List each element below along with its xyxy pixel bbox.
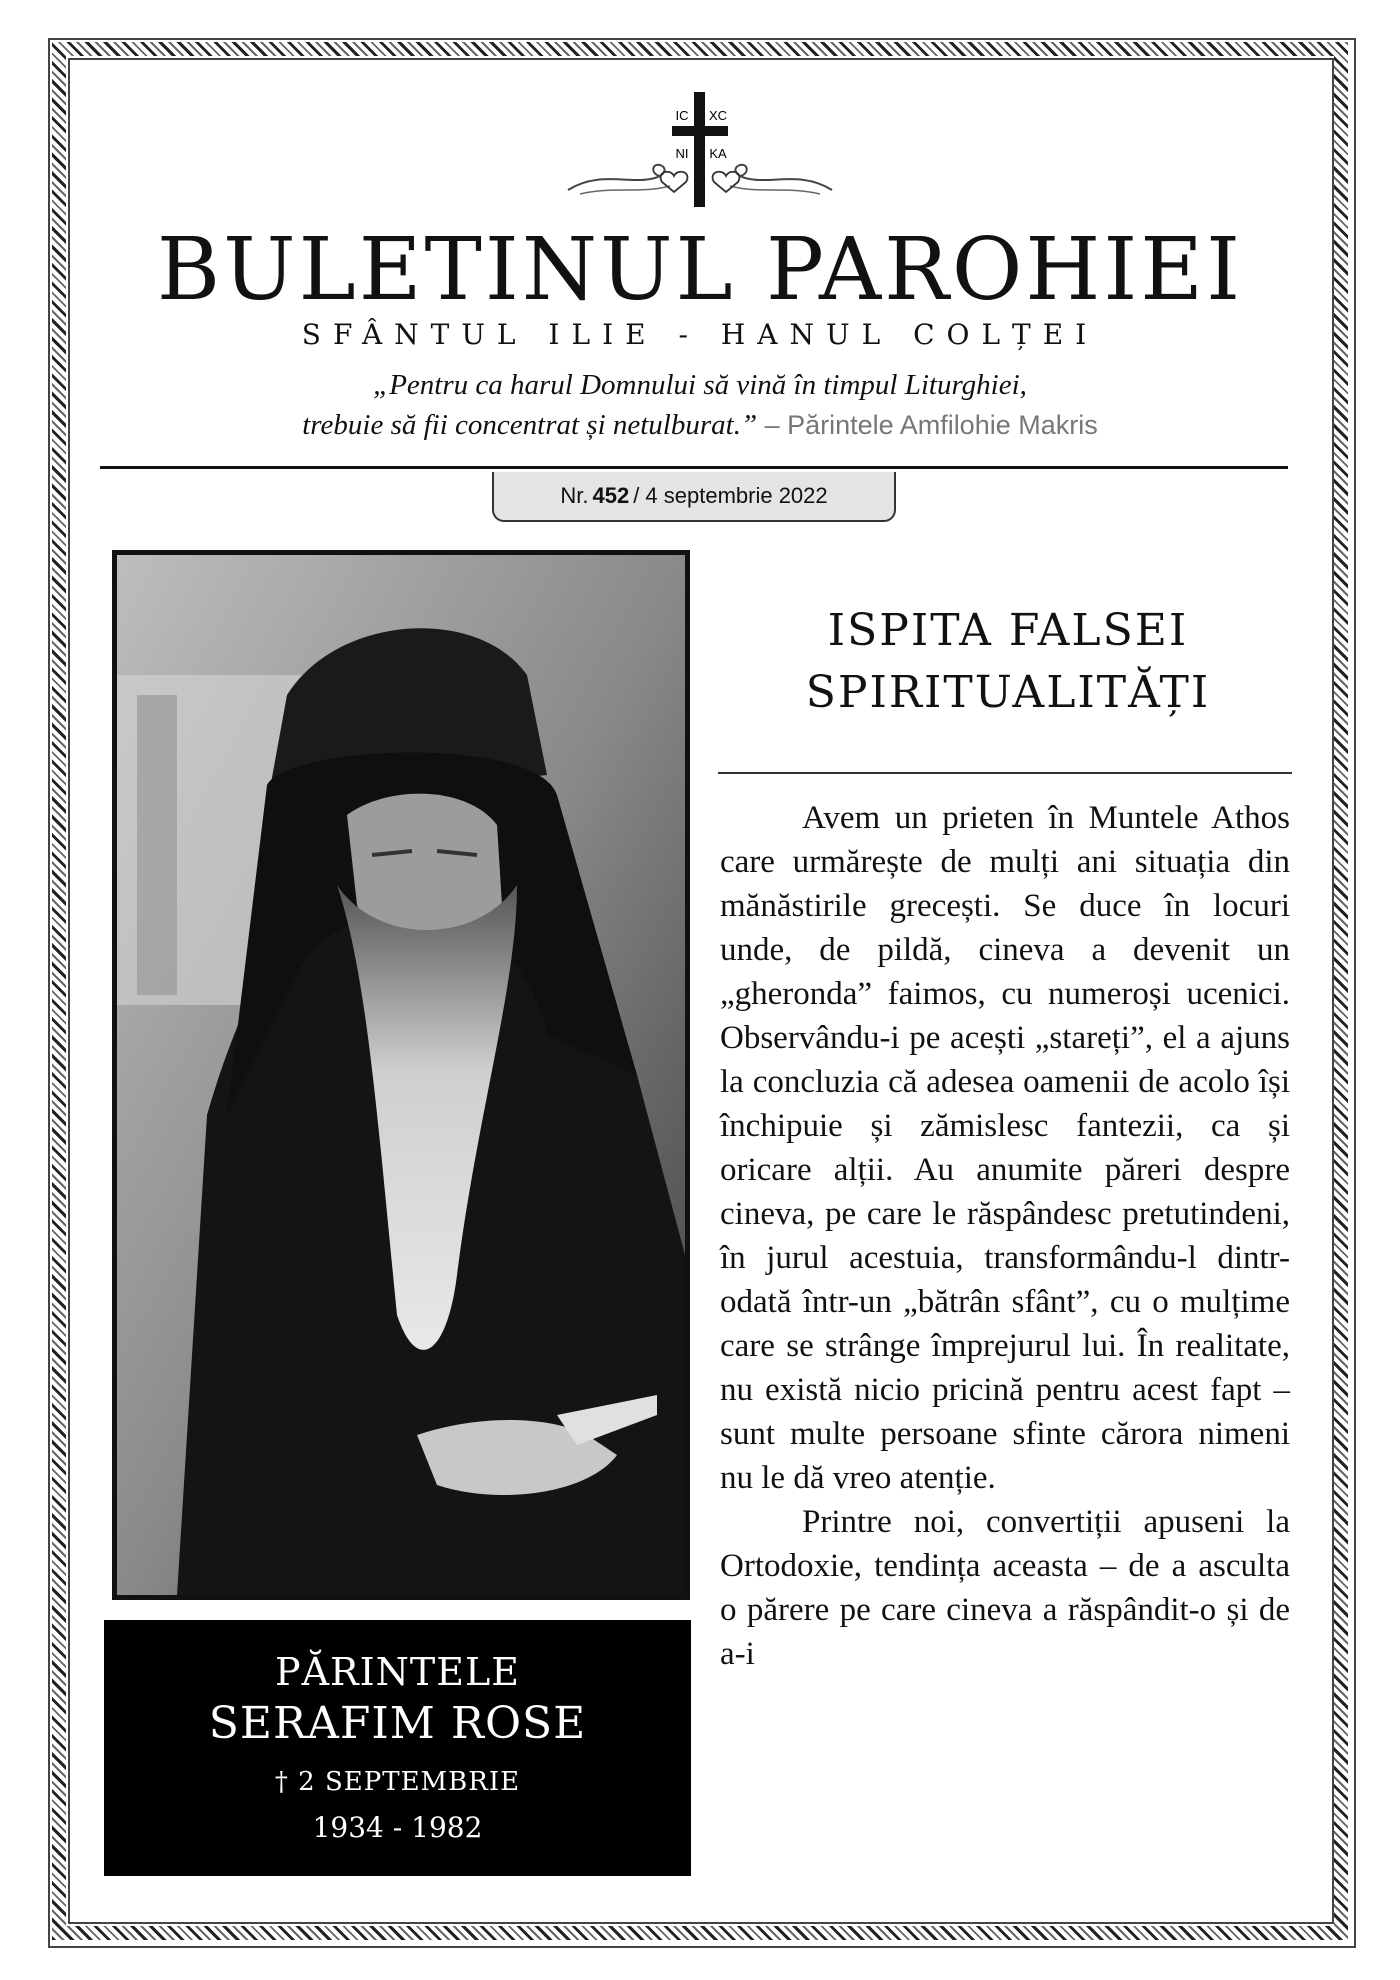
article-body [720, 796, 1290, 1676]
header-divider [100, 466, 1288, 469]
caption-title: PĂRINTELE [275, 1650, 520, 1694]
caption-name: SERAFIM ROSE [208, 1698, 587, 1749]
quote-author: – Părintele Amfilohie Makris [757, 410, 1098, 440]
cross-logo-icon [560, 90, 840, 220]
article-paragraph-1: Avem un prieten în Muntele Athos care urmărește de mulți ani situația din mănăstirile grecești. Se duce în locuri unde, de pildă, cineva a devenit un „gheronda” faimos, cu numeroși ucenici. Observându-i pe acești „stareți”, el a ajuns la concluzia că adesea oamenii de acolo își închipuie și zămislesc fantezii, ca și oricare alții. Au anumite păreri despre cineva, pe care le răspândesc pretutindeni, în jurul acestuia, transformându-l dintr-odată într-un „bătrân sfânt”, cu o mulțime care se strânge împrejurul lui. În realitate, nu există nicio pricină pentru acest fapt – sunt multe persoane sfinte cărora nimeni nu le dă vreo atenție. [720, 800, 1290, 1496]
caption-years: 1934 - 1982 [312, 1811, 483, 1844]
quote-line-2: trebuie să fii concentrat și netulburat.” [302, 409, 758, 441]
header-quote [0, 365, 1400, 445]
issue-badge [492, 472, 896, 522]
logo-letters-xc: XC [708, 108, 728, 123]
article-title-line-1: ISPITA FALSEI [827, 605, 1189, 656]
article-title-line-2: SPIRITUALITĂȚI [805, 667, 1211, 718]
logo-letters-ni: NI [675, 146, 689, 161]
photo-caption [104, 1620, 691, 1876]
parish-subtitle: SFÂNTUL ILIE - HANUL COLȚEI [301, 318, 1099, 351]
article-title [718, 600, 1298, 724]
quote-line-1: „Pentru ca harul Domnului să vină în timpul Liturghiei, [373, 369, 1027, 401]
bulletin-title: BULETINUL PAROHIEI [156, 220, 1244, 320]
logo-letters-ka: KA [709, 146, 727, 161]
article-divider [718, 772, 1292, 774]
caption-feast-date: † 2 SEPTEMBRIE [274, 1767, 521, 1797]
issue-prefix: Nr. [560, 483, 589, 508]
article-paragraph-2: Printre noi, convertiții apuseni la Ortodoxie, tendința aceasta – de a asculta o părere pe care cineva a răspândit-o și de a-i [720, 1504, 1290, 1672]
issue-date: / 4 septembrie 2022 [633, 483, 828, 508]
issue-number: 452 [592, 483, 630, 508]
portrait-photo [112, 550, 690, 1600]
logo-letters-ic: IC [675, 108, 689, 123]
